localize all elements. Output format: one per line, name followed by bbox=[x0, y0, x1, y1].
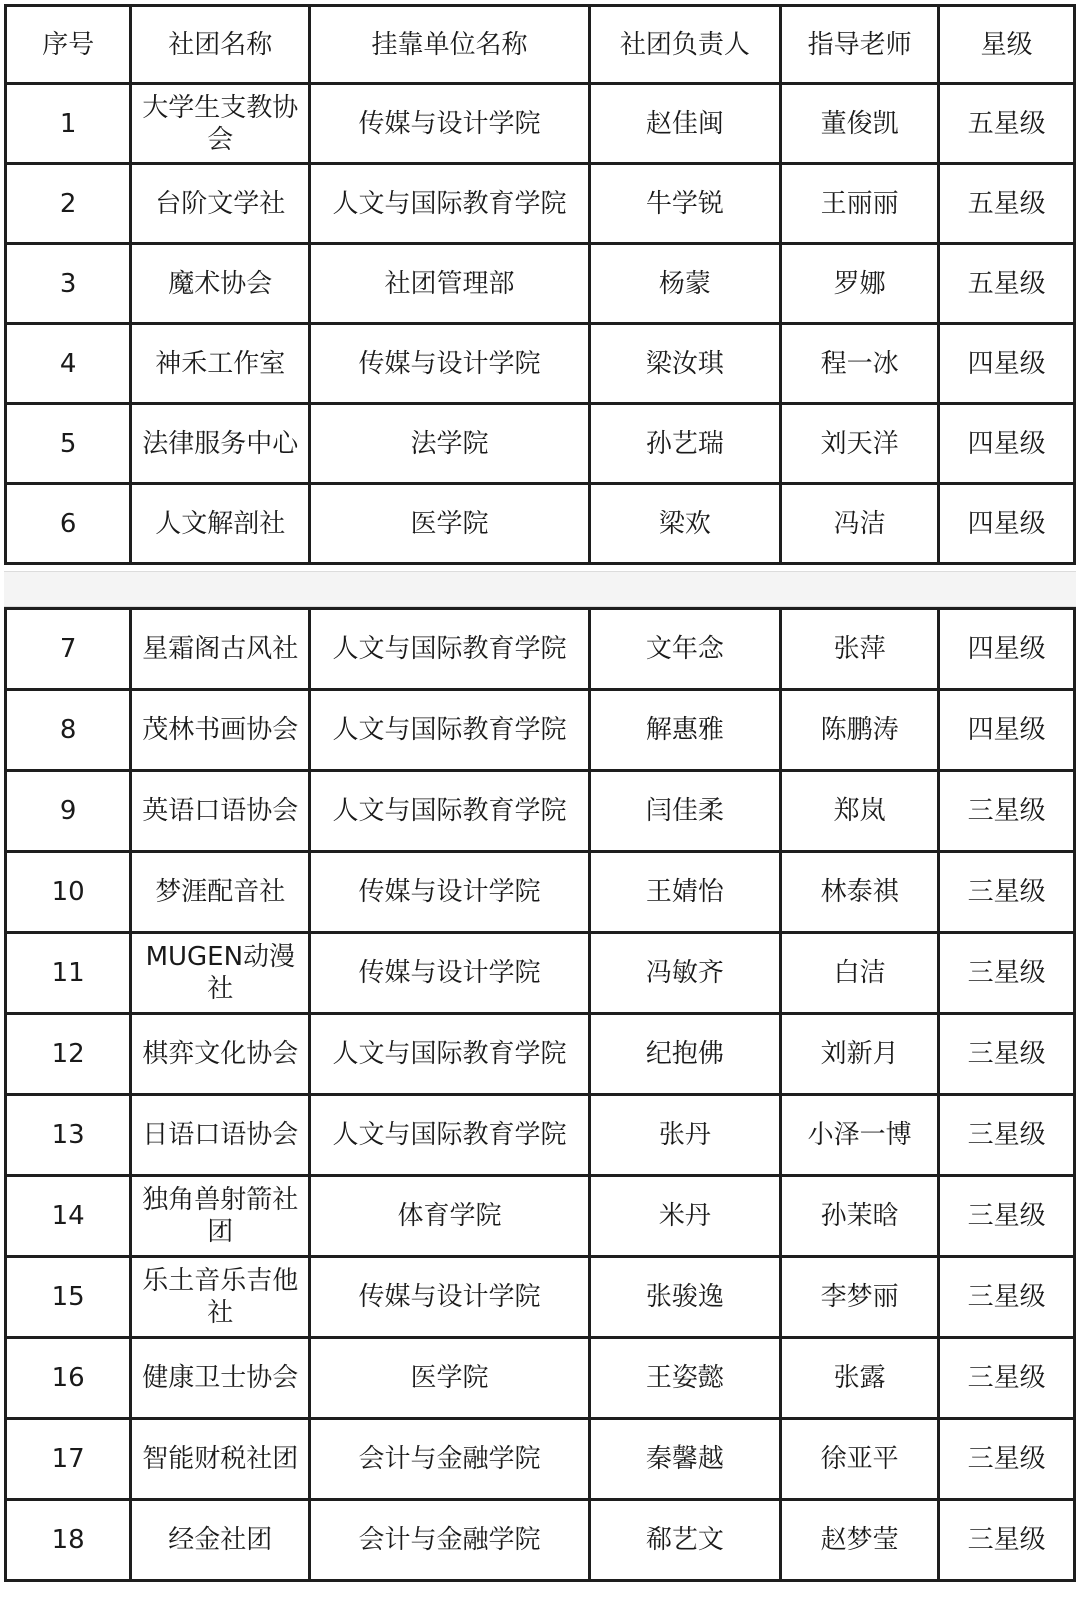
cell-club-name: 梦涯配音社 bbox=[131, 852, 310, 933]
table-row bbox=[6, 1419, 1075, 1500]
cell-advisor: 刘天洋 bbox=[780, 404, 938, 484]
cell-index: 3 bbox=[6, 244, 131, 324]
cell-star-rating: 三星级 bbox=[939, 1338, 1075, 1419]
cell-advisor: 王丽丽 bbox=[780, 164, 938, 244]
cell-star-rating: 三星级 bbox=[939, 771, 1075, 852]
cell-club-name: 智能财税社团 bbox=[131, 1419, 310, 1500]
cell-club-name: 独角兽射箭社团 bbox=[131, 1176, 310, 1257]
cell-club-name: 乐土音乐吉他社 bbox=[131, 1257, 310, 1338]
cell-club-leader: 赵佳闽 bbox=[589, 84, 780, 164]
cell-index: 15 bbox=[6, 1257, 131, 1338]
cell-advisor: 刘新月 bbox=[780, 1014, 938, 1095]
header-club-leader: 社团负责人 bbox=[589, 6, 780, 84]
cell-affiliated-unit: 传媒与设计学院 bbox=[310, 852, 590, 933]
cell-index: 13 bbox=[6, 1095, 131, 1176]
cell-club-leader: 孙艺瑞 bbox=[589, 404, 780, 484]
cell-star-rating: 三星级 bbox=[939, 852, 1075, 933]
cell-index: 18 bbox=[6, 1500, 131, 1581]
table-row bbox=[6, 609, 1075, 690]
table-row bbox=[6, 1257, 1075, 1338]
cell-club-name: 台阶文学社 bbox=[131, 164, 310, 244]
cell-index: 12 bbox=[6, 1014, 131, 1095]
cell-club-leader: 纪抱佛 bbox=[589, 1014, 780, 1095]
cell-star-rating: 三星级 bbox=[939, 933, 1075, 1014]
header-advisor: 指导老师 bbox=[780, 6, 938, 84]
cell-affiliated-unit: 人文与国际教育学院 bbox=[310, 609, 590, 690]
cell-club-name: 日语口语协会 bbox=[131, 1095, 310, 1176]
table-row bbox=[6, 690, 1075, 771]
cell-affiliated-unit: 人文与国际教育学院 bbox=[310, 1014, 590, 1095]
cell-affiliated-unit: 人文与国际教育学院 bbox=[310, 690, 590, 771]
cell-star-rating: 四星级 bbox=[939, 690, 1075, 771]
cell-affiliated-unit: 人文与国际教育学院 bbox=[310, 771, 590, 852]
cell-club-leader: 王姿懿 bbox=[589, 1338, 780, 1419]
table-row bbox=[6, 164, 1075, 244]
table-row bbox=[6, 852, 1075, 933]
cell-advisor: 徐亚平 bbox=[780, 1419, 938, 1500]
cell-club-name: 人文解剖社 bbox=[131, 484, 310, 564]
cell-affiliated-unit: 医学院 bbox=[310, 1338, 590, 1419]
cell-advisor: 张萍 bbox=[780, 609, 938, 690]
cell-club-name: 法律服务中心 bbox=[131, 404, 310, 484]
cell-club-name: 经金社团 bbox=[131, 1500, 310, 1581]
cell-club-leader: 梁汝琪 bbox=[589, 324, 780, 404]
cell-advisor: 白洁 bbox=[780, 933, 938, 1014]
cell-index: 10 bbox=[6, 852, 131, 933]
cell-club-name: 魔术协会 bbox=[131, 244, 310, 324]
cell-club-leader: 秦馨越 bbox=[589, 1419, 780, 1500]
cell-star-rating: 五星级 bbox=[939, 84, 1075, 164]
cell-affiliated-unit: 传媒与设计学院 bbox=[310, 933, 590, 1014]
cell-club-leader: 牛学锐 bbox=[589, 164, 780, 244]
cell-club-name: 大学生支教协会 bbox=[131, 84, 310, 164]
cell-advisor: 董俊凯 bbox=[780, 84, 938, 164]
table-page-break bbox=[4, 571, 1076, 607]
cell-advisor: 李梦丽 bbox=[780, 1257, 938, 1338]
cell-advisor: 程一冰 bbox=[780, 324, 938, 404]
cell-affiliated-unit: 传媒与设计学院 bbox=[310, 1257, 590, 1338]
table-row bbox=[6, 244, 1075, 324]
cell-affiliated-unit: 人文与国际教育学院 bbox=[310, 164, 590, 244]
cell-club-leader: 文年念 bbox=[589, 609, 780, 690]
clubs-table-top bbox=[4, 4, 1076, 565]
cell-affiliated-unit: 会计与金融学院 bbox=[310, 1419, 590, 1500]
cell-club-name: MUGEN动漫社 bbox=[131, 933, 310, 1014]
table-row bbox=[6, 933, 1075, 1014]
table-row bbox=[6, 1095, 1075, 1176]
cell-star-rating: 三星级 bbox=[939, 1257, 1075, 1338]
cell-club-leader: 郗艺文 bbox=[589, 1500, 780, 1581]
cell-index: 14 bbox=[6, 1176, 131, 1257]
cell-index: 7 bbox=[6, 609, 131, 690]
cell-index: 4 bbox=[6, 324, 131, 404]
cell-index: 9 bbox=[6, 771, 131, 852]
table-row bbox=[6, 771, 1075, 852]
cell-star-rating: 三星级 bbox=[939, 1500, 1075, 1581]
cell-advisor: 郑岚 bbox=[780, 771, 938, 852]
cell-club-leader: 解惠雅 bbox=[589, 690, 780, 771]
cell-affiliated-unit: 社团管理部 bbox=[310, 244, 590, 324]
cell-star-rating: 三星级 bbox=[939, 1419, 1075, 1500]
cell-star-rating: 三星级 bbox=[939, 1014, 1075, 1095]
cell-index: 16 bbox=[6, 1338, 131, 1419]
cell-club-leader: 冯敏齐 bbox=[589, 933, 780, 1014]
cell-star-rating: 五星级 bbox=[939, 244, 1075, 324]
cell-index: 11 bbox=[6, 933, 131, 1014]
cell-index: 2 bbox=[6, 164, 131, 244]
table-row bbox=[6, 1500, 1075, 1581]
cell-star-rating: 四星级 bbox=[939, 609, 1075, 690]
cell-affiliated-unit: 会计与金融学院 bbox=[310, 1500, 590, 1581]
cell-club-name: 英语口语协会 bbox=[131, 771, 310, 852]
table-row bbox=[6, 1176, 1075, 1257]
table-row bbox=[6, 1014, 1075, 1095]
cell-advisor: 罗娜 bbox=[780, 244, 938, 324]
header-row bbox=[6, 6, 1075, 84]
cell-affiliated-unit: 传媒与设计学院 bbox=[310, 84, 590, 164]
cell-affiliated-unit: 人文与国际教育学院 bbox=[310, 1095, 590, 1176]
cell-index: 6 bbox=[6, 484, 131, 564]
cell-club-leader: 杨蒙 bbox=[589, 244, 780, 324]
cell-index: 8 bbox=[6, 690, 131, 771]
cell-advisor: 陈鹏涛 bbox=[780, 690, 938, 771]
cell-affiliated-unit: 体育学院 bbox=[310, 1176, 590, 1257]
cell-club-name: 神禾工作室 bbox=[131, 324, 310, 404]
table-row bbox=[6, 84, 1075, 164]
cell-index: 1 bbox=[6, 84, 131, 164]
cell-index: 5 bbox=[6, 404, 131, 484]
cell-index: 17 bbox=[6, 1419, 131, 1500]
cell-advisor: 小泽一博 bbox=[780, 1095, 938, 1176]
cell-affiliated-unit: 传媒与设计学院 bbox=[310, 324, 590, 404]
header-club-name: 社团名称 bbox=[131, 6, 310, 84]
cell-affiliated-unit: 法学院 bbox=[310, 404, 590, 484]
cell-club-name: 茂林书画协会 bbox=[131, 690, 310, 771]
cell-club-name: 星霜阁古风社 bbox=[131, 609, 310, 690]
cell-club-leader: 张骏逸 bbox=[589, 1257, 780, 1338]
cell-star-rating: 四星级 bbox=[939, 324, 1075, 404]
table-row bbox=[6, 1338, 1075, 1419]
cell-star-rating: 四星级 bbox=[939, 404, 1075, 484]
cell-club-name: 健康卫士协会 bbox=[131, 1338, 310, 1419]
cell-star-rating: 三星级 bbox=[939, 1176, 1075, 1257]
cell-advisor: 冯洁 bbox=[780, 484, 938, 564]
cell-club-leader: 米丹 bbox=[589, 1176, 780, 1257]
cell-club-leader: 梁欢 bbox=[589, 484, 780, 564]
header-affiliated-unit: 挂靠单位名称 bbox=[310, 6, 590, 84]
cell-star-rating: 四星级 bbox=[939, 484, 1075, 564]
header-index: 序号 bbox=[6, 6, 131, 84]
cell-advisor: 赵梦莹 bbox=[780, 1500, 938, 1581]
cell-star-rating: 三星级 bbox=[939, 1095, 1075, 1176]
cell-affiliated-unit: 医学院 bbox=[310, 484, 590, 564]
cell-club-name: 棋弈文化协会 bbox=[131, 1014, 310, 1095]
cell-club-leader: 王婧怡 bbox=[589, 852, 780, 933]
cell-advisor: 孙茉晗 bbox=[780, 1176, 938, 1257]
table-row bbox=[6, 484, 1075, 564]
cell-club-leader: 闫佳柔 bbox=[589, 771, 780, 852]
table-row bbox=[6, 324, 1075, 404]
cell-advisor: 张露 bbox=[780, 1338, 938, 1419]
cell-star-rating: 五星级 bbox=[939, 164, 1075, 244]
clubs-table-bottom bbox=[4, 607, 1076, 1582]
table-row bbox=[6, 404, 1075, 484]
cell-club-leader: 张丹 bbox=[589, 1095, 780, 1176]
header-star-rating: 星级 bbox=[939, 6, 1075, 84]
cell-advisor: 林泰祺 bbox=[780, 852, 938, 933]
